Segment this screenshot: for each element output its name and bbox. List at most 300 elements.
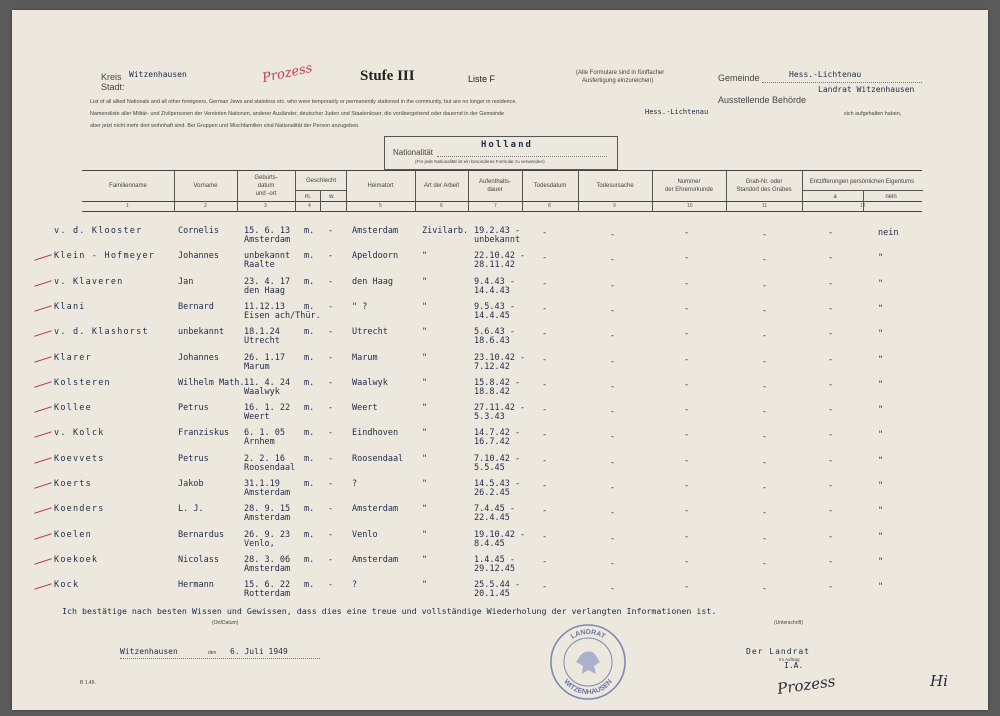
signer-sub: Im Auftrag [779,657,800,662]
cell-c8: - [542,455,548,466]
col-num-6: 6 [440,203,443,209]
cell-firstname: Cornelis [178,226,219,236]
cell-c9: - [610,483,616,493]
cell-firstname: L. J. [178,504,204,515]
col-header-sex-w: w. [329,194,335,200]
intro-english: List of all allied Nationals and all other foreigners, German Jews and stateless etc. who were temporarily or permanently stationed in the community, but are no longer in residence. [90,99,517,105]
cell-surname: Kolsteren [54,377,111,388]
cell-c12b: " [878,329,884,340]
cell-firstname: unbekannt [178,327,225,338]
cell-c10: - [684,531,690,542]
cell-work: " [422,251,428,262]
table-row [12,580,988,604]
cell-sex-m: m. [304,580,315,591]
cell-birth1: 28. 3. 06 [244,554,291,565]
cell-c11: - [762,356,768,367]
cell-birth1: 2. 2. 16 [244,453,285,464]
cell-work: " [422,403,428,414]
red-check-mark [34,533,51,540]
cell-home: Amsterdam [352,226,399,236]
red-check-mark [34,330,51,337]
col-sep-11 [802,170,803,212]
cell-c9: - [610,280,616,291]
cell-surname: Kollee [54,403,92,414]
cell-c12a: - [828,531,834,542]
cell-c12b: " [878,303,884,314]
cell-work: " [422,352,428,363]
cell-c12b: " [878,531,884,542]
cell-sex-m: m. [304,554,315,565]
handwritten-signature: Prozess [776,672,837,698]
cell-sex-w: - [328,251,334,262]
cell-c12a: - [828,556,834,567]
nationality-value: Holland [481,140,533,150]
red-check-mark [34,406,51,413]
col-header-grab: Grab-Nr. oder Standort des Grabes [736,179,792,193]
table-header-divider [82,201,922,202]
cell-c12a: - [828,278,834,289]
cell-birth1: 26. 9. 23 [244,529,291,540]
cell-sex-m: m. [304,504,315,515]
cell-c11: - [762,432,768,443]
cell-sex-m: m. [304,377,315,388]
cell-birth2: Raalte [244,260,275,271]
cell-c12b: " [878,455,884,466]
cell-stay2: 18.6.43 [474,336,510,347]
red-check-mark [34,432,51,439]
cell-c8: - [542,556,548,567]
table-row [12,555,988,579]
cell-c8: - [542,405,548,416]
cell-c12b: " [878,278,884,289]
cell-sex-w: - [328,453,334,464]
cell-work: " [422,453,428,464]
red-check-mark [34,482,51,489]
cell-c8: - [542,531,548,542]
table-top-border [82,170,922,171]
col-header-eigentum: Entzifferungen persönlichen Eigentums [809,179,915,185]
cell-birth2: den Haag [244,285,285,296]
table-row [12,302,988,326]
cell-c8: - [542,506,548,517]
cell-work: " [422,554,428,565]
cell-c12b: nein [878,228,899,238]
intro-german-end: sich aufgehalten haben, [844,111,902,117]
cell-firstname: Petrus [178,453,209,464]
table-row [12,353,988,377]
cell-firstname: Jakob [178,479,204,489]
table-row [12,226,988,250]
cell-c11: - [762,255,768,266]
red-check-mark [34,558,51,565]
col-sep-1 [174,170,175,212]
cell-stay1: 5.6.43 - [474,327,515,338]
red-check-mark [34,255,51,262]
cell-birth1: 16. 1. 22 [244,403,291,414]
cell-c12a: - [828,253,834,264]
cell-work: " [422,529,428,540]
cell-stay1: 15.8.42 - [474,377,521,388]
cell-stay2: 7.12.42 [474,361,510,372]
cell-sex-m: m. [304,352,315,363]
cell-c9: - [610,356,616,367]
table-row [12,454,988,478]
cell-home: Venlo [352,529,378,540]
cell-c11: - [762,331,768,342]
cell-c9: - [610,407,616,418]
cell-stay2: 5.3.43 [474,412,505,423]
cell-c9: - [610,508,616,519]
nationality-sublabel: (Für jede Nationalität ist ein besonderes Formular zu verwenden) [415,159,545,164]
cell-birth1: 23. 4. 17 [244,276,291,287]
cell-birth2: Weert [244,412,270,423]
kreis-label: Kreis [101,72,122,82]
table-row [12,251,988,275]
cell-work: " [422,301,428,312]
cell-surname: Klein - Hofmeyer [54,251,156,262]
cell-c12a: - [828,379,834,390]
cell-c10: - [684,354,690,365]
cell-birth1: 11. 4. 24 [244,377,291,388]
cell-sex-w: - [328,377,334,388]
cell-birth2: Eisen ach/Thür. [244,310,321,321]
cell-birth2: Amsterdam [244,235,291,245]
cell-home: Roosendaal [352,453,404,464]
cell-birth2: Roosendaal [244,462,296,473]
cell-sex-w: - [328,504,334,515]
cell-stay2: 20.1.45 [474,589,510,600]
cell-birth1: 31.1.19 [244,479,280,489]
table-row [12,530,988,554]
signing-date: 6. Juli 1949 [230,647,288,656]
form-note-1: (Alle Formulare sind in fünffacher [576,70,665,76]
cell-c9: - [610,255,616,266]
cell-work: " [422,479,428,489]
col-header-art-der-arbeit: Art der Arbeit [423,183,459,189]
cell-c8: - [542,379,548,390]
cell-c11: - [762,280,768,291]
cell-stay1: 27.11.42 - [474,403,526,414]
cell-c8: - [542,253,548,264]
cell-c11: - [762,533,768,544]
cell-c12a: - [828,481,834,491]
cell-stay1: 23.10.42 - [474,352,526,363]
cell-c10: - [684,481,690,491]
cell-c9: - [610,230,616,240]
cell-c12b: " [878,506,884,517]
cell-sex-w: - [328,428,334,439]
cell-c10: - [684,278,690,289]
col-num-1: 1 [126,203,129,209]
col-num-10: 10 [687,203,693,209]
form-code: B 1.49. [80,680,96,686]
cell-c8: - [542,228,548,238]
col-num-7: 7 [494,203,497,209]
signature-label: (Unterschrift) [774,620,803,626]
cell-birth1: unbekannt [244,251,291,262]
cell-c11: - [762,483,768,493]
cell-sex-w: - [328,226,334,236]
cell-c9: - [610,457,616,468]
cell-work: Zivilarb. [422,226,469,236]
cell-c12b: " [878,253,884,264]
cell-stay2: unbekannt [474,235,521,245]
cell-firstname: Bernardus [178,529,225,540]
cell-stay2: 8.4.45 [474,538,505,549]
cell-surname: v. Klaveren [54,276,124,287]
cell-c12b: " [878,556,884,567]
document-sheet [12,10,988,710]
cell-birth2: Utrecht [244,336,280,347]
cell-c10: - [684,228,690,238]
stufe-title: Stufe III [360,68,415,84]
cell-c10: - [684,455,690,466]
cell-sex-m: m. [304,428,315,439]
cell-sex-m: m. [304,276,315,287]
signer-ia: I.A. [784,661,804,670]
intro-german: Namensliste aller Militär- und Zivilpersonen der Vereinten Nationen, anderer Ausländer, deutscher Juden und Staatenloser, die vorübergehend oder dauernd in der Gemeinde [90,111,505,117]
behoerde-label: Ausstellende Behörde [718,95,807,105]
cell-sex-w: - [328,529,334,540]
col-num-12: 12 [860,203,866,209]
cell-stay1: 19.10.42 - [474,529,526,540]
cell-surname: Koekoek [54,554,99,565]
cell-home: Marum [352,352,378,363]
red-check-mark [34,280,51,287]
col-num-3: 3 [264,203,267,209]
cell-c12a: - [828,405,834,416]
place-date-label: (Ort/Datum) [212,620,239,626]
col-header-eigentum-a: a [833,194,837,200]
cell-firstname: Franziskus [178,428,230,439]
cell-stay1: 14.5.43 - [474,479,521,489]
cell-c10: - [684,253,690,264]
cell-c12b: " [878,430,884,441]
cell-sex-m: m. [304,226,315,236]
table-row [12,327,988,351]
cell-sex-w: - [328,479,334,489]
cell-c9: - [610,331,616,342]
signing-place: Witzenhausen [120,647,178,656]
cell-c9: - [610,533,616,544]
intro-gemeinde-value: Hess.-Lichtenau [645,108,709,116]
cell-surname: Klani [54,301,86,312]
col-sep-7 [522,170,523,212]
cell-work: " [422,377,428,388]
cell-birth2: Arnhem [244,437,275,448]
cell-stay1: 9.5.43 - [474,301,515,312]
col-sep-4 [346,170,347,212]
cell-birth2: Waalwyk [244,386,280,397]
place-date-underline [120,658,320,659]
cell-stay1: 7.4.45 - [474,504,515,515]
stadt-label: Stadt: [101,82,125,92]
cell-birth2: Venlo, [244,538,275,549]
cell-work: " [422,276,428,287]
cell-stay1: 14.7.42 - [474,428,521,439]
cell-surname: Koevvets [54,453,105,464]
cell-birth2: Amsterdam [244,563,291,574]
cell-c12a: - [828,506,834,517]
official-stamp [548,622,628,702]
svg-text:LANDRAT [570,629,607,641]
cell-birth2: Rotterdam [244,589,291,600]
cell-stay1: 9.4.43 - [474,276,515,287]
intro-german-2: aber jetzt nicht mehr dort wohnhaft sind. Bei Gruppen und Mischfamilien sind Nationalität der Person anzugeben. [90,123,360,129]
den-label: den [208,650,217,656]
col-header-todesursache: Todesursache [596,183,634,189]
cell-sex-m: m. [304,327,315,338]
cell-sex-m: m. [304,479,315,489]
cell-stay2: 14.4.43 [474,285,510,296]
cell-stay1: 22.10.42 - [474,251,526,262]
cell-birth1: 26. 1.17 [244,352,285,363]
cell-sex-w: - [328,403,334,414]
cell-sex-w: - [328,301,334,312]
cell-home: Eindhoven [352,428,399,439]
cell-stay2: 18.8.42 [474,386,510,397]
cell-sex-w: - [328,554,334,565]
cell-c10: - [684,303,690,314]
cell-birth1: 11.12.13 [244,301,285,312]
red-check-mark [34,305,51,312]
cell-surname: v. Kolck [54,428,105,439]
cell-c12a: - [828,455,834,466]
cell-stay1: 1.4.45 - [474,554,515,565]
cell-home: Apeldoorn [352,251,399,262]
cell-birth2: Amsterdam [244,513,291,524]
cell-work: " [422,428,428,439]
cell-c11: - [762,508,768,519]
cell-firstname: Nicolass [178,554,219,565]
cell-stay2: 14.4.45 [474,310,510,321]
cell-birth1: 15. 6. 13 [244,226,291,236]
cell-birth1: 28. 9. 15 [244,504,291,515]
red-check-mark [34,381,51,388]
cell-home: Utrecht [352,327,388,338]
col-num-4: 4 [308,203,311,209]
col-num-11: 11 [762,203,768,209]
cell-surname: Klarer [54,352,92,363]
col-header-heimatort: Heimatort [367,183,394,189]
cell-sex-m: m. [304,403,315,414]
cell-firstname: Petrus [178,403,209,414]
cell-surname: Koerts [54,479,92,489]
col-num-8: 8 [548,203,551,209]
cell-c11: - [762,457,768,468]
cell-c8: - [542,303,548,314]
table-row [12,403,988,427]
table-number-divider [82,211,922,212]
red-check-mark [34,508,51,515]
cell-c10: - [684,379,690,390]
cell-c10: - [684,329,690,340]
col-header-ehrenurkunde: Nummer der Ehrenurkunde [664,179,714,193]
cell-stay2: 5.5.45 [474,462,505,473]
cell-stay1: 7.10.42 - [474,453,521,464]
cell-stay1: 19.2.43 - [474,226,521,236]
cell-sex-m: m. [304,529,315,540]
cell-home: Weert [352,403,378,414]
col-num-5: 5 [379,203,382,209]
cell-c9: - [610,432,616,443]
cell-c12a: - [828,303,834,314]
stamp-bottom-text: WITZENHAUSEN [562,678,614,697]
signer-title: Der Landrat [746,647,810,656]
cell-stay2: 16.7.42 [474,437,510,448]
table-row [12,428,988,452]
cell-work: " [422,327,428,338]
cell-c12b: " [878,582,884,593]
form-note-2: Ausfertigung einzureichen) [582,78,654,84]
cell-work: " [422,504,428,515]
cell-surname: v. d. Klashorst [54,327,149,338]
cell-c12a: - [828,430,834,441]
col-header-familienname: Familienname [109,183,147,189]
cell-c12b: " [878,481,884,491]
col-header-todesdatum: Todesdatum [533,183,567,189]
col-header-aufenthalt: Aufenthalts- dauer [478,179,512,193]
gemeinde-underline [762,82,922,84]
nationality-label: Nationalität [393,148,434,157]
cell-sex-w: - [328,276,334,287]
cell-sex-m: m. [304,453,315,464]
cell-home: Amsterdam [352,504,399,515]
cell-stay2: 28.11.42 [474,260,515,271]
cell-firstname: Bernard [178,301,214,312]
cell-surname: Koelen [54,529,92,540]
cell-c12b: " [878,405,884,416]
table-row [12,479,988,503]
cell-sex-w: - [328,352,334,363]
cell-c8: - [542,329,548,340]
cell-c8: - [542,481,548,491]
col-header-sex-m: m. [304,194,312,200]
cell-home: Amsterdam [352,554,399,565]
cell-c12a: - [828,582,834,593]
cell-stay1: 25.5.44 - [474,580,521,591]
cell-c8: - [542,430,548,441]
cell-c9: - [610,305,616,316]
cell-c9: - [610,584,616,595]
gemeinde-label: Gemeinde [718,73,760,83]
col-header-geburt: Geburts- datum und -ort [254,175,278,197]
cell-c11: - [762,407,768,418]
red-check-mark [34,583,51,590]
col-header-geschlecht: Geschlecht [305,178,336,184]
cell-c11: - [762,584,768,595]
cell-surname: Koenders [54,504,105,515]
geschlecht-subsep [320,190,321,212]
cell-home: " ? [352,301,368,312]
cell-birth1: 6. 1. 05 [244,428,285,439]
cell-firstname: Johannes [178,251,219,262]
cell-c12a: - [828,329,834,340]
red-check-mark [34,356,51,363]
cell-c11: - [762,305,768,316]
geschlecht-subdivider [296,190,346,191]
gemeinde-value: Hess.-Lichtenau [789,70,862,79]
kreis-value: Witzenhausen [129,70,187,79]
cell-c11: - [762,381,768,392]
cell-stay2: 29.12.45 [474,563,515,574]
cell-work: " [422,580,428,591]
cell-c9: - [610,381,616,392]
cell-birth2: Marum [244,361,270,372]
liste-label: Liste F [468,74,496,84]
cell-c10: - [684,506,690,517]
cell-c12a: - [828,228,834,238]
